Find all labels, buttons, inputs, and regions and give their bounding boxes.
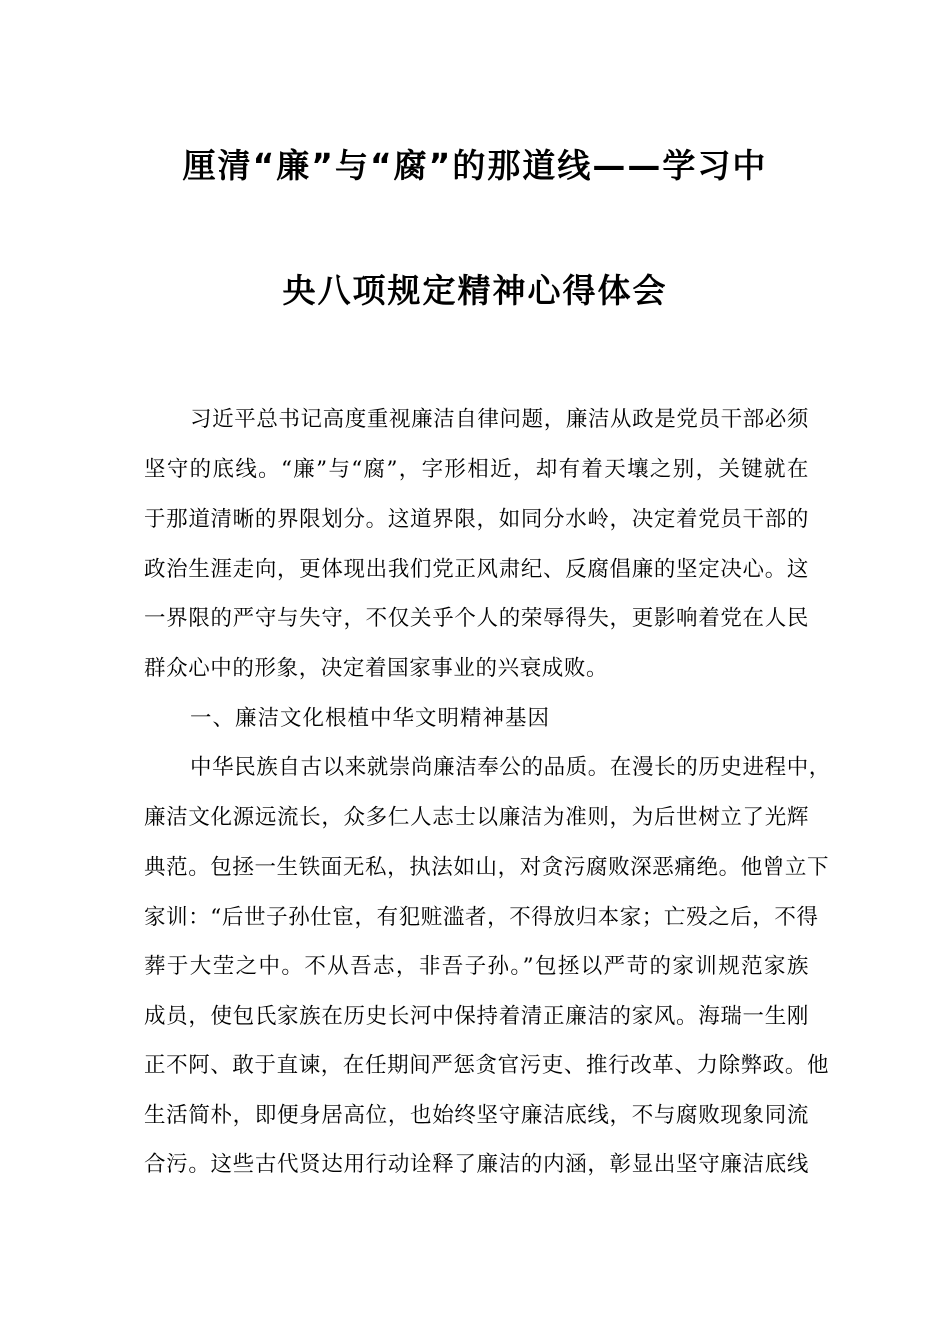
paragraph-line: 政治生涯走向，更体现出我们党正风肃纪、反腐倡廉的坚定决心。这 bbox=[144, 557, 809, 582]
paragraph-line: 葬于大茔之中。不从吾志，非吾子孙。”包拯以严苛的家训规范家族 bbox=[144, 954, 809, 979]
paragraph-line: 习近平总书记高度重视廉洁自律问题，廉洁从政是党员干部必须 bbox=[190, 407, 809, 432]
paragraph-line: 合污。这些古代贤达用行动诠释了廉洁的内涵，彰显出坚守廉洁底线 bbox=[144, 1152, 809, 1177]
document-title-line-2: 央八项规定精神心得体会 bbox=[282, 271, 668, 310]
section-heading: 一、廉洁文化根植中华文明精神基因 bbox=[190, 706, 551, 731]
paragraph-line: 廉洁文化源远流长，众多仁人志士以廉洁为准则，为后世树立了光辉 bbox=[144, 805, 809, 830]
paragraph-line: 成员，使包氏家族在历史长河中保持着清正廉洁的家风。海瑞一生刚 bbox=[144, 1004, 809, 1029]
document-title-line-1: 厘清“廉”与“腐”的那道线——学习中 bbox=[182, 146, 768, 185]
paragraph-line: 生活简朴，即便身居高位，也始终坚守廉洁底线，不与腐败现象同流 bbox=[144, 1103, 809, 1128]
paragraph-line: 正不阿、敢于直谏，在任期间严惩贪官污吏、推行改革、力除弊政。他 bbox=[144, 1053, 830, 1078]
paragraph-line: 家训：“后世子孙仕宦，有犯赃滥者，不得放归本家；亡殁之后，不得 bbox=[144, 905, 819, 930]
paragraph-line: 典范。包拯一生铁面无私，执法如山，对贪污腐败深恶痛绝。他曾立下 bbox=[144, 855, 830, 880]
paragraph-line: 中华民族自古以来就崇尚廉洁奉公的品质。在漫长的历史进程中， bbox=[190, 755, 831, 780]
paragraph-line: 于那道清晰的界限划分。这道界限，如同分水岭，决定着党员干部的 bbox=[144, 507, 809, 532]
paragraph-line: 一界限的严守与失守，不仅关乎个人的荣辱得失，更影响着党在人民 bbox=[144, 606, 809, 631]
paragraph-line: 群众心中的形象，决定着国家事业的兴衰成败。 bbox=[144, 656, 609, 681]
paragraph-line: 坚守的底线。“廉”与“腐”，字形相近，却有着天壤之别，关键就在 bbox=[144, 457, 809, 482]
